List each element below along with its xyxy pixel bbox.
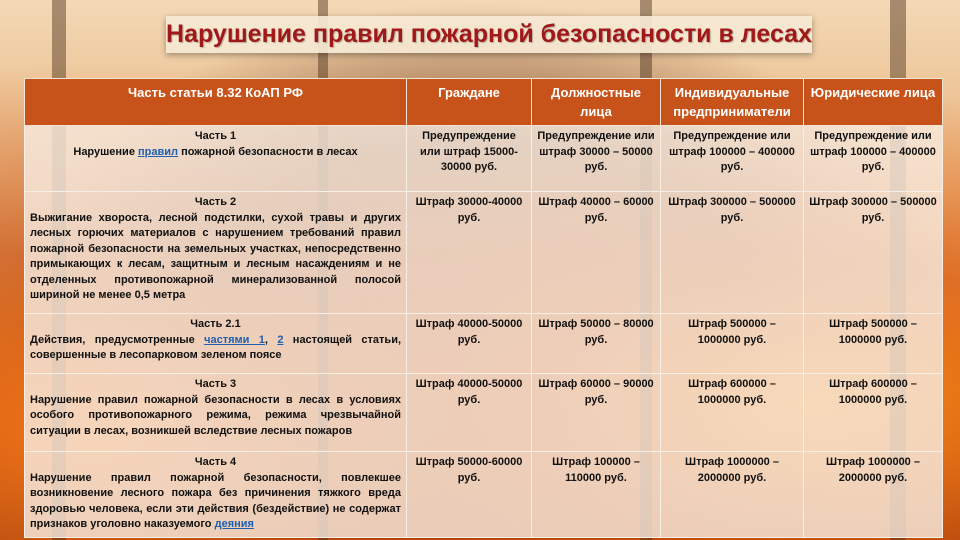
row-description bbox=[25, 374, 407, 452]
part-description bbox=[30, 333, 401, 364]
description-text: Нарушение bbox=[73, 145, 135, 158]
header-citizens: Граждане bbox=[407, 79, 532, 126]
cell-entrepreneurs: Штраф 600000 – 1000000 руб. bbox=[661, 374, 804, 452]
title-banner bbox=[166, 16, 812, 53]
row-description bbox=[25, 192, 407, 314]
table-row bbox=[25, 314, 943, 374]
cell-legal-entities: Штраф 600000 – 1000000 руб. bbox=[804, 374, 943, 452]
cell-officials: Предупреждение или штраф 30000 – 50000 руб. bbox=[532, 126, 661, 192]
part-title: Часть 2.1 bbox=[190, 318, 241, 330]
header-officials: Должностные лица bbox=[532, 79, 661, 126]
part-title: Часть 2 bbox=[194, 196, 237, 208]
cell-citizens: Штраф 50000-60000 руб. bbox=[407, 452, 532, 538]
cell-officials: Штраф 100000 – 110000 руб. bbox=[532, 452, 661, 538]
part-description bbox=[30, 145, 401, 161]
row-description bbox=[25, 452, 407, 538]
part-description: Нарушение правил пожарной безопасности в лесах в условиях особого противопожарного режима, режима чрезвычайной ситуации в лесах, возникшей вследствие лесных пожаров bbox=[30, 393, 401, 437]
cell-citizens: Штраф 40000-50000 руб. bbox=[407, 314, 532, 374]
page-title: Нарушение правил пожарной безопасности в лесах bbox=[166, 20, 812, 48]
cell-citizens: Штраф 40000-50000 руб. bbox=[407, 374, 532, 452]
parts-link[interactable]: частями 1 bbox=[204, 333, 265, 346]
cell-legal-entities: Предупреждение или штраф 100000 – 400000 руб. bbox=[804, 126, 943, 192]
cell-legal-entities: Штраф 1000000 – 2000000 руб. bbox=[804, 452, 943, 538]
table-row bbox=[25, 374, 943, 452]
cell-citizens: Предупреждение или штраф 15000-30000 руб. bbox=[407, 126, 532, 192]
header-legal-entities: Юридические лица bbox=[804, 79, 943, 126]
row-description bbox=[25, 126, 407, 192]
cell-citizens: Штраф 30000-40000 руб. bbox=[407, 192, 532, 314]
cell-officials: Штраф 50000 – 80000 руб. bbox=[532, 314, 661, 374]
part-2-link[interactable]: 2 bbox=[277, 333, 284, 346]
part-title: Часть 1 bbox=[194, 130, 237, 142]
act-link[interactable]: деяния bbox=[214, 518, 254, 530]
header-entrepreneurs: Индивидуальные предприниматели bbox=[661, 79, 804, 126]
table-row bbox=[25, 452, 943, 538]
row-description bbox=[25, 314, 407, 374]
description-text: Нарушение правил пожарной безопасности, повлекшее возникновение лесного пожара без причинения тяжкого вреда здоровью человека, если эти действия (бездействие) не содержат признаков уголовно наказуемого bbox=[30, 471, 401, 530]
table-header-row bbox=[25, 79, 943, 126]
cell-entrepreneurs: Штраф 1000000 – 2000000 руб. bbox=[661, 452, 804, 538]
description-text: Действия, предусмотренные bbox=[30, 333, 195, 346]
description-separator: , bbox=[264, 333, 268, 346]
rules-link[interactable]: правил bbox=[138, 145, 179, 158]
header-part: Часть статьи 8.32 КоАП РФ bbox=[25, 79, 407, 126]
cell-officials: Штраф 60000 – 90000 руб. bbox=[532, 374, 661, 452]
part-title: Часть 3 bbox=[194, 378, 237, 390]
fines-table bbox=[24, 78, 943, 538]
cell-entrepreneurs: Штраф 300000 – 500000 руб. bbox=[661, 192, 804, 314]
description-text: пожарной безопасности в лесах bbox=[181, 145, 358, 158]
part-title: Часть 4 bbox=[194, 456, 237, 468]
table-row bbox=[25, 126, 943, 192]
cell-entrepreneurs: Предупреждение или штраф 100000 – 400000 руб. bbox=[661, 126, 804, 192]
description-text: настоящей статьи, совершенные в лесопарковом зеленом поясе bbox=[30, 333, 402, 361]
cell-legal-entities: Штраф 500000 – 1000000 руб. bbox=[804, 314, 943, 374]
part-description bbox=[30, 471, 401, 533]
part-description: Выжигание хвороста, лесной подстилки, сухой травы и других лесных горючих материалов с нарушением требований правил пожарной безопасности на земельных участках, непосредственно примыкающих к лесам, защитным и лесным насаждениям и не отделенных противопожарной минерализованной полосой шириной не менее 0,5 метра bbox=[30, 211, 401, 301]
cell-entrepreneurs: Штраф 500000 – 1000000 руб. bbox=[661, 314, 804, 374]
cell-officials: Штраф 40000 – 60000 руб. bbox=[532, 192, 661, 314]
table-row bbox=[25, 192, 943, 314]
cell-legal-entities: Штраф 300000 – 500000 руб. bbox=[804, 192, 943, 314]
